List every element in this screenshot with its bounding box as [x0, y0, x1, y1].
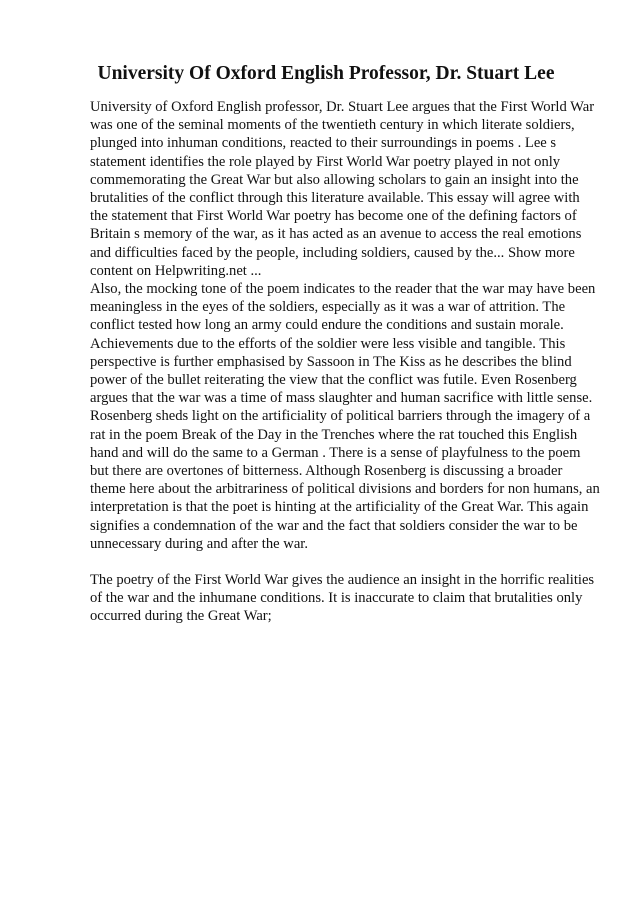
paragraph-analysis: Also, the mocking tone of the poem indicates to the reader that the war may have been meaningless in the eyes of the soldiers, especially as it was a war of attrition. The conflict tested how long an army could endure the conditions and sustain morale. Achievements due to the efforts of the soldier were less visible and tangible. This perspective is further emphasised by Sassoon in The Kiss as he describes the blind power of the bullet reiterating the view that the conflict was futile. Even Rosenberg argues that the war was a time of mass slaughter and human sacrifice with little sense. Rosenberg sheds light on the artificiality of political barriers through the imagery of a rat in the poem Break of the Day in the Trenches where the rat touched this English hand and will do the same to a German . There is a sense of playfulness to the poem but there are overtones of bitterness. Although Rosenberg is discussing a broader theme here about the arbitrariness of political divisions and borders for non humans, an interpretation is that the poet is hinting at the artificiality of the Great War. This again signifies a condemnation of the war and the fact that soldiers consider the war to be unnecessary during and after the war.	[90, 281, 600, 552]
document-body	[90, 98, 600, 626]
document-title: University Of Oxford English Professor, Dr. Stuart Lee	[97, 63, 555, 84]
paragraph-intro: University of Oxford English professor, Dr. Stuart Lee argues that the First World War was one of the seminal moments of the twentieth century in which literate soldiers, plunged into inhuman conditions, reacted to their surroundings in poems . Lee s statement identifies the role played by First World War poetry played in not only commemorating the Great War but also allowing scholars to gain an insight into the brutalities of the conflict through this literature available. This essay will agree with the statement that First World War poetry has become one of the defining factors of Britain s memory of the war, as it has acted as an avenue to access the real emotions and difficulties faced by the people, including soldiers, caused by the... Show more content on Helpwriting.net ...	[90, 99, 595, 279]
paragraph-conclusion: The poetry of the First World War gives the audience an insight in the horrific realities of the war and the inhumane conditions. It is inaccurate to claim that brutalities only occurred during the Great War;	[90, 572, 595, 625]
